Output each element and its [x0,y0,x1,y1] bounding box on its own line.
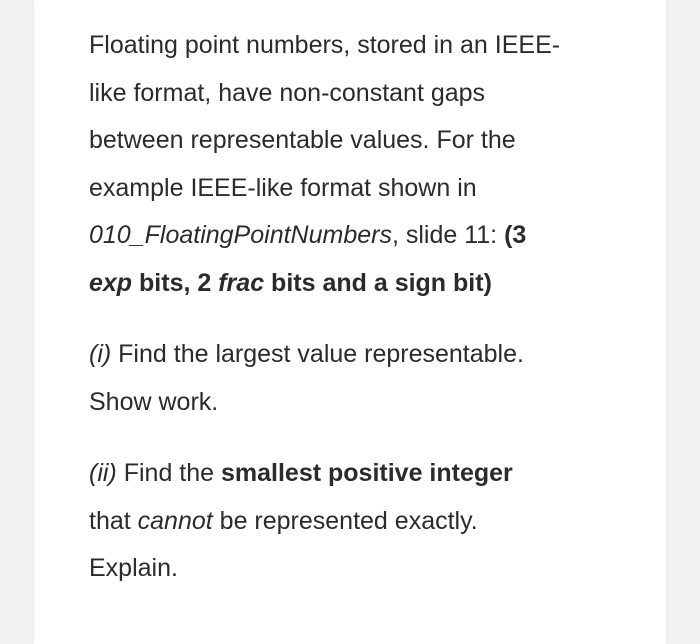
frac-term: frac [218,268,265,297]
part-i-paragraph [89,331,609,426]
part-ii-line-3: Explain. [89,554,178,582]
slide-number-text: , slide 11: [391,221,505,249]
intro-line-4: example IEEE-like format shown in [89,173,477,202]
part-i-line-1: Find the largest value representable. [111,340,524,368]
intro-line-2: like format, have non-constant gaps [89,78,486,107]
intro-line-3: between representable values. For the [89,126,516,154]
part-i-label: (i) [89,340,112,368]
intro-paragraph [89,22,609,307]
format-spec-open: (3 [504,221,527,249]
part-ii-line-2-start: that [89,506,138,535]
smallest-positive-integer-term: smallest positive integer [221,459,513,487]
question-card [34,0,666,644]
format-spec-mid: bits, 2 [132,268,219,297]
cannot-term: cannot [137,506,213,535]
part-ii-paragraph [89,450,609,593]
format-spec-end: bits and a sign bit) [264,268,492,297]
part-ii-line-1: Find the [116,459,221,487]
slides-reference: 010_FloatingPointNumbers [89,221,392,249]
intro-line-1: Floating point numbers, stored in an IEEE- [89,31,561,59]
exp-term: exp [89,268,133,297]
part-i-line-2: Show work. [89,387,219,416]
part-ii-line-2-rest: be represented exactly. [212,506,478,535]
question-text [89,22,609,593]
part-ii-label: (ii) [89,459,117,487]
